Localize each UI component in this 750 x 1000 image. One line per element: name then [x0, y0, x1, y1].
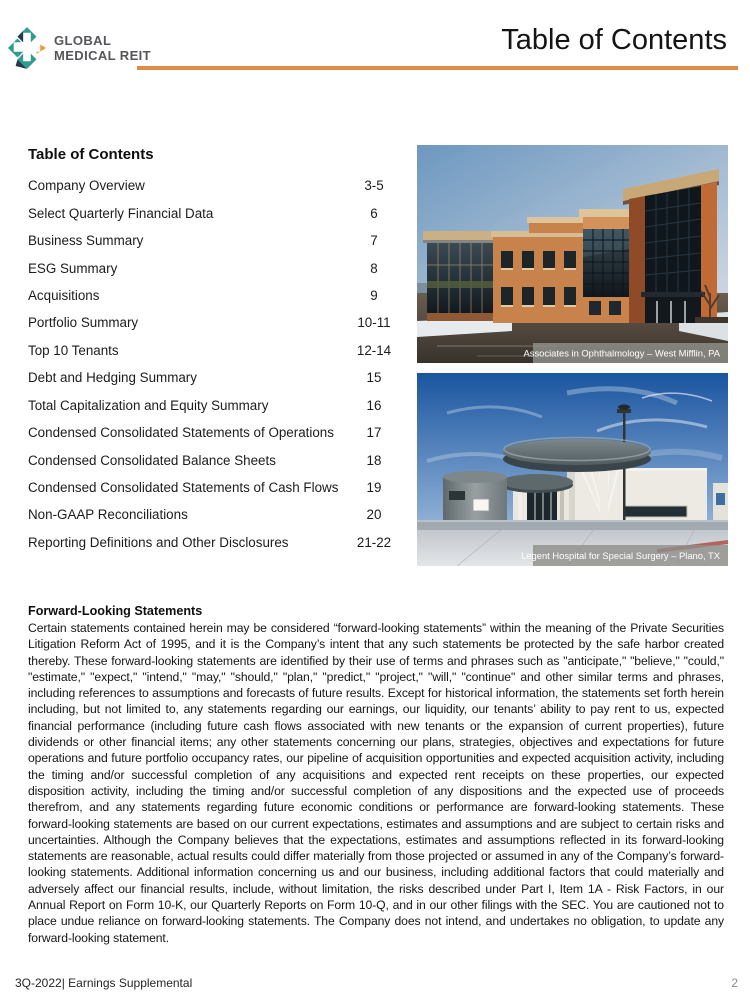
toc-row [28, 254, 420, 281]
toc-heading: Table of Contents [28, 146, 154, 163]
toc-item-page: 8 [370, 260, 378, 276]
toc-item-label: Portfolio Summary [28, 315, 139, 331]
toc-row [28, 501, 420, 528]
toc-item-label: Non-GAAP Reconciliations [28, 507, 188, 523]
toc-item-page: 15 [366, 370, 382, 386]
toc-item-page: 6 [370, 205, 378, 221]
forward-looking-heading: Forward-Looking Statements [28, 604, 203, 618]
page-title: Table of Contents [501, 24, 727, 56]
toc-item-label: ESG Summary [28, 260, 118, 276]
toc-item-page: 19 [366, 480, 382, 496]
toc-item-page: 7 [370, 233, 378, 249]
toc-item-page: 3-5 [364, 178, 384, 194]
toc-item-label: Top 10 Tenants [28, 342, 119, 358]
toc-row [28, 172, 420, 199]
toc-row [28, 199, 420, 226]
toc-row [28, 282, 420, 309]
toc-item-label: Condensed Consolidated Statements of Cash Flows [28, 480, 339, 496]
toc-item-page: 18 [366, 452, 382, 468]
toc-row [28, 474, 420, 501]
toc-item-label: Debt and Hedging Summary [28, 370, 197, 386]
toc-item-label: Select Quarterly Financial Data [28, 205, 214, 221]
table-of-contents [28, 146, 420, 556]
company-logo [8, 26, 151, 70]
toc-item-label: Reporting Definitions and Other Disclosures [28, 534, 289, 550]
forward-looking-body: Certain statements contained herein may be considered “forward-looking statements” within the meaning of the Private Securities Litigation Reform Act of 1995, and it is the Company’s intent that any such statements be protected by the safe harbor created thereby. These forward-looking statements are identified by their use of terms and phrases such as "anticipate," "believe," "could," "estimate," "expect," "intend," "may," "should," "plan," "predict," "project," "will," "continue" and other similar terms and phrases, including references to assumptions and forecasts of future results. Except for historical information, the statements set forth herein including, but not limited to, any statements regarding our earnings, our liquidity, our tenants’ ability to pay rent to us, expected financial performance (including future cash flows associated with new tenants or the expansion of current properties), future dividends or other financial items; any other statements concerning our plans, strategies, objectives and expectations for future operations and future portfolio occupancy rates, our pipeline of acquisition opportunities and expected acquisition activity, including the timing and/or successful completion of any acquisitions and expected rent receipts on these properties, our expected disposition activity, including the timing and/or successful completion of any dispositions and the expected use of proceeds therefrom, and any statements regarding future economic conditions or performance are forward-looking statements. These forward-looking statements are based on our current expectations, estimates and assumptions and are subject to certain risks and uncertainties. Although the Company believes that the expectations, estimates and assumptions reflected in its forward-looking statements are reasonable, actual results could differ materially from those projected or assumed in any of the Company’s forward-looking statements. Additional information concerning us and our business, including additional factors that could materially and adversely affect our financial results, include, without limitation, the risks described under Part I, Item 1A - Risk Factors, in our Annual Report on Form 10-K, our Quarterly Reports on Form 10-Q, and in our other filings with the SEC. You are cautioned not to place undue reliance on forward-looking statements. The Company does not intend, and undertakes no obligation, to update any forward-looking statement. [28, 621, 724, 945]
toc-row [28, 227, 420, 254]
toc-row [28, 529, 420, 556]
toc-item-page: 10-11 [357, 315, 391, 331]
toc-item-page: 20 [366, 507, 382, 523]
logo-wordmark [54, 33, 151, 63]
photo-caption: Associates in Ophthalmology – West Mifflin, PA [523, 347, 720, 359]
footer-report-label: 3Q-2022| Earnings Supplemental [15, 976, 193, 990]
photo-caption: Legent Hospital for Special Surgery – Plano, TX [521, 550, 720, 561]
logo-line2: MEDICAL REIT [54, 48, 152, 63]
toc-item-label: Company Overview [28, 178, 145, 194]
property-photo-ophthalmology [417, 145, 728, 363]
toc-item-label: Condensed Consolidated Statements of Operations [28, 425, 334, 441]
forward-looking-statements-section [28, 604, 724, 946]
toc-item-page: 9 [370, 287, 378, 303]
toc-item-page: 16 [366, 397, 382, 413]
toc-item-page: 21-22 [356, 534, 392, 550]
hospital-photo-illustration [417, 373, 728, 566]
property-photo-legent-hospital [417, 373, 728, 566]
toc-item-label: Business Summary [28, 233, 144, 249]
footer-page-number: 2 [731, 976, 738, 990]
toc-row [28, 309, 420, 336]
header-accent-rule [137, 66, 738, 70]
toc-item-label: Total Capitalization and Equity Summary [28, 397, 269, 413]
global-medical-reit-logo-icon [8, 26, 46, 70]
toc-item-label: Condensed Consolidated Balance Sheets [28, 452, 276, 468]
toc-item-label: Acquisitions [28, 287, 100, 303]
toc-row [28, 419, 420, 446]
building-photo-illustration [417, 145, 728, 363]
toc-row [28, 337, 420, 364]
toc-row [28, 364, 420, 391]
toc-row [28, 392, 420, 419]
toc-item-page: 12-14 [356, 342, 392, 358]
logo-line1: GLOBAL [54, 33, 112, 48]
toc-item-page: 17 [366, 425, 382, 441]
toc-row [28, 446, 420, 473]
